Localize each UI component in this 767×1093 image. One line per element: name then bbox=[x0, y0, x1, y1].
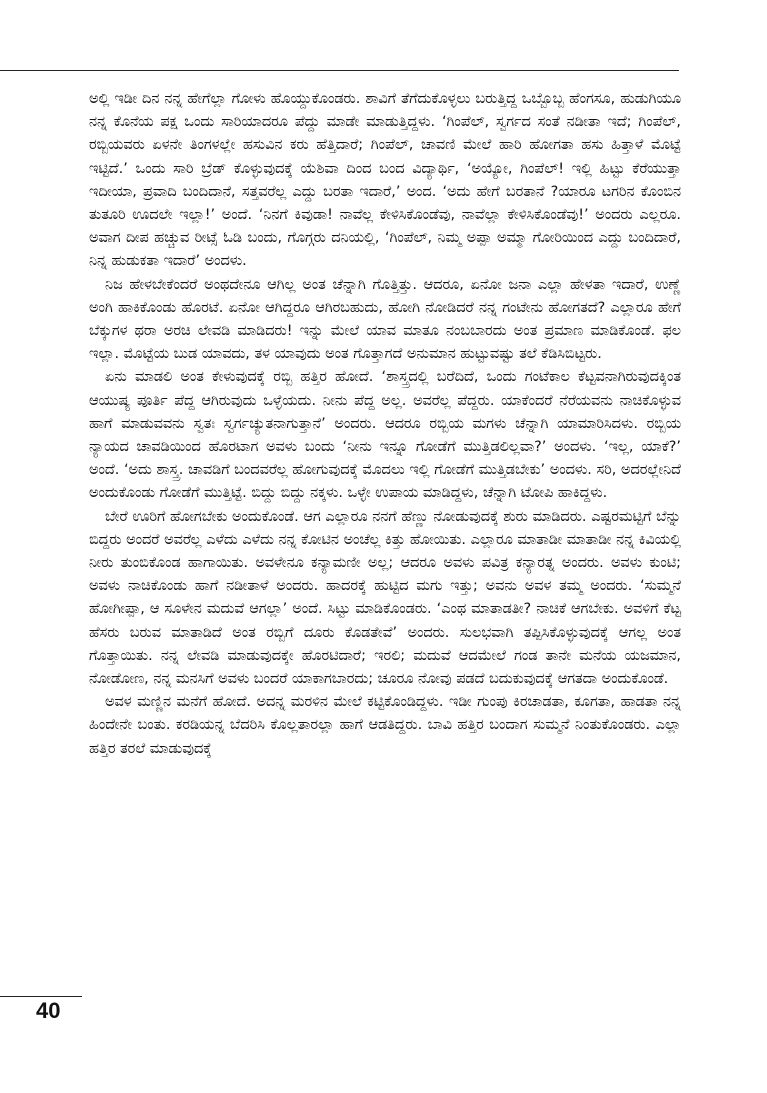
paragraph-5: ಅವಳ ಮಣ್ಣಿನ ಮನೆಗೆ ಹೋದೆ. ಅದನ್ನ ಮರಳಿನ ಮೇಲೆ ಕಟ್ಟಿಕೊಂಡಿದ್ದಳು. ಇಡೀ ಗುಂಪು ಕಿರಚಾಡತಾ, ಕೂಗತಾ, ಹಾಡತಾ ನನ್ನ ಹಿಂದೇನೇ ಬಂತು. ಕರಡಿಯನ್ನ ಬೆದರಿಸಿ ಕೊಲ್ಲತಾರಲ್ಲಾ ಹಾಗೆ ಆಡತಿದ್ದರು. ಬಾವಿ ಹತ್ತಿರ ಬಂದಾಗ ಸುಮ್ಮನೆ ನಿಂತುಕೊಂಡರು. ಎಲ್ಲಾ ಹತ್ತಿರ ತರಲೆ ಮಾಡುವುದಕ್ಕೆ bbox=[89, 694, 681, 757]
page-body-text bbox=[89, 88, 681, 761]
paragraph-2: ನಿಜ ಹೇಳಬೇಕೆಂದರೆ ಅಂಥದೇನೂ ಆಗಿಲ್ಲ ಅಂತ ಚೆನ್ನಾಗಿ ಗೊತ್ತಿತ್ತು. ಆದರೂ, ಏನೋ ಜನಾ ಎಲ್ಲಾ ಹೇಳತಾ ಇದಾರೆ, ಉಣ್ಣೆ ಅಂಗಿ ಹಾಕಿಕೊಂಡು ಹೊರಟೆ. ಏನೋ ಆಗಿದ್ದರೂ ಆಗಿರಬಹುದು, ಹೋಗಿ ನೋಡಿದರೆ ನನ್ನ ಗಂಟೇನು ಹೋಗತದೆ? ಎಲ್ಲಾರೂ ಹೇಗೆ ಬೆಕ್ಕುಗಳ ಥರಾ ಅರಚಿ ಲೇವಡಿ ಮಾಡಿದರು! ಇನ್ನು ಮೇಲೆ ಯಾವ ಮಾತೂ ನಂಬಬಾರದು ಅಂತ ಪ್ರಮಾಣ ಮಾಡಿಕೊಂಡೆ. ಫಲ ಇಲ್ಲಾ. ಮೊಟ್ಟೆಯ ಬುಡ ಯಾವದು, ತಳ ಯಾವುದು ಅಂತ ಗೊತ್ತಾಗದೆ ಅನುಮಾನ ಹುಟ್ಟುವಷ್ಟು ತಲೆ ಕೆಡಿಸಿಬಿಟ್ಟರು. bbox=[89, 276, 681, 363]
paragraph-3: ಏನು ಮಾಡಲಿ ಅಂತ ಕೇಳುವುದಕ್ಕೆ ರಬ್ಬಿ ಹತ್ತಿರ ಹೋದೆ. ‘ಶಾಸ್ತ್ರದಲ್ಲಿ ಬರೆದಿದೆ, ಒಂದು ಗಂಟೆಕಾಲ ಕೆಟ್ಟವನಾಗಿರುವುದಕ್ಕಿಂತ ಆಯುಷ್ಯ ಪೂರ್ತಿ ಪೆದ್ದ ಆಗಿರುವುದು ಒಳ್ಳೆಯದು. ನೀನು ಪೆದ್ದ ಅಲ್ಲ. ಅವರೆಲ್ಲ ಪೆದ್ದರು. ಯಾಕೆಂದರೆ ನೆರೆಯವನು ನಾಚಿಕೊಳ್ಳುವ ಹಾಗೆ ಮಾಡುವವನು ಸ್ವತಃ ಸ್ವರ್ಗಚ್ಯುತನಾಗುತ್ತಾನೆ’ ಅಂದರು. ಆದರೂ ರಬ್ಬಿಯ ಮಗಳು ಚೆನ್ನಾಗಿ ಯಾಮಾರಿಸಿದಳು. ರಬ್ಬಿಯ ನ್ಯಾಯದ ಚಾವಡಿಯಿಂದ ಹೊರಟಾಗ ಅವಳು ಬಂದು ‘ನೀನು ಇನ್ನೂ ಗೋಡೆಗೆ ಮುತ್ತಿಡಲಿಲ್ಲವಾ?’ ಅಂದಳು. ‘ಇಲ್ಲ, ಯಾಕೆ?’ ಅಂದೆ. ‘ಅದು ಶಾಸ್ತ್ರ. ಚಾವಡಿಗೆ ಬಂದವರೆಲ್ಲ ಹೋಗುವುದಕ್ಕೆ ಮೊದಲು ಇಲ್ಲಿ ಗೋಡೆಗೆ ಮುತ್ತಿಡಬೇಕು’ ಅಂದಳು. ಸರಿ, ಅದರಲ್ಲೇನಿದೆ ಅಂದುಕೊಂಡು ಗೋಡೆಗೆ ಮುತ್ತಿಟ್ಟೆ. ಬಿದ್ದು ಬಿದ್ದು ನಕ್ಕಳು. ಒಳ್ಳೇ ಉಪಾಯ ಮಾಡಿದ್ದಳು, ಚೆನ್ನಾಗಿ ಟೋಪಿ ಹಾಕಿದ್ದಳು. bbox=[89, 369, 681, 502]
paragraph-1: ಅಲ್ಲಿ ಇಡೀ ದಿನ ನನ್ನ ಹೇಗೆಲ್ಲಾ ಗೋಳು ಹೊಯ್ದುಕೊಂಡರು. ಶಾವಿಗೆ ತೆಗೆದುಕೊಳ್ಳಲು ಬರುತ್ತಿದ್ದ ಒಬ್ಬೊಬ್ಬ ಹೆಂಗಸೂ, ಹುಡುಗಿಯೂ ನನ್ನ ಕೊನೆಯ ಪಕ್ಷ ಒಂದು ಸಾರಿಯಾದರೂ ಪೆದ್ದು ಮಾಡೇ ಮಾಡುತ್ತಿದ್ದಳು. ‘ಗಿಂಪೆಲ್, ಸ್ವರ್ಗದ ಸಂತೆ ನಡೀತಾ ಇದೆ; ಗಿಂಪೆಲ್, ರಬ್ಬಿಯವರು ಏಳನೇ ತಿಂಗಳಲ್ಲೇ ಹಸುವಿನ ಕರು ಹೆತ್ತಿದಾರೆ; ಗಿಂಪೆಲ್, ಚಾವಣಿ ಮೇಲೆ ಹಾರಿ ಹೋಗತಾ ಹಸು ಹಿತ್ತಾಳೆ ಮೊಟ್ಟೆ ಇಟ್ಟಿದೆ.’ ಒಂದು ಸಾರಿ ಬ್ರೆಡ್ ಕೊಳ್ಳುವುದಕ್ಕೆ ಯೆಶಿವಾ ದಿಂದ ಬಂದ ವಿದ್ಯಾರ್ಥಿ, ‘ಅಯ್ಯೋ, ಗಿಂಪೆಲ್! ಇಲ್ಲಿ ಹಿಟ್ಟು ಕೆರೆಯುತ್ತಾ ಇದೀಯಾ, ಪ್ರವಾದಿ ಬಂದಿದಾನೆ, ಸತ್ತವರೆಲ್ಲ ಎದ್ದು ಬರತಾ ಇದಾರೆ,’ ಅಂದ. ‘ಅದು ಹೇಗೆ ಬರತಾನೆ ?ಯಾರೂ ಟಗರಿನ ಕೊಂಬಿನ ತುತೂರಿ ಊದಲೇ ಇಲ್ಲಾ!’ ಅಂದೆ. ‘ನಿನಗೆ ಕಿವುಡಾ! ನಾವೆಲ್ಲ ಕೇಳಿಸಿಕೊಂಡೆವು, ನಾವೆಲ್ಲಾ ಕೇಳಿಸಿಕೊಂಡೆವು!’ ಅಂದರು ಎಲ್ಲರೂ. ಅವಾಗ ದೀಪ ಹಚ್ಚುವ ರೀಟ್ಸೆ ಓಡಿ ಬಂದು, ಗೊಗ್ಗರು ದನಿಯಲ್ಲಿ, ‘ಗಿಂಪೆಲ್, ನಿಮ್ಮ ಅಪ್ಪಾ ಅಮ್ಮಾ ಗೋರಿಯಿಂದ ಎದ್ದು ಬಂದಿದಾರೆ, ನಿನ್ನ ಹುಡುಕತಾ ಇದಾರೆ’ ಅಂದಳು. bbox=[89, 91, 681, 270]
page-number: 40 bbox=[36, 998, 61, 1023]
footer-rule bbox=[0, 996, 82, 997]
header-rule bbox=[0, 70, 679, 71]
paragraph-4: ಬೇರೆ ಊರಿಗೆ ಹೋಗಬೇಕು ಅಂದುಕೊಂಡೆ. ಆಗ ಎಲ್ಲಾರೂ ನನಗೆ ಹೆಣ್ಣು ನೋಡುವುದಕ್ಕೆ ಶುರು ಮಾಡಿದರು. ಎಷ್ಟರಮಟ್ಟಿಗೆ ಬೆನ್ನು ಬಿದ್ದರು ಅಂದರೆ ಅವರೆಲ್ಲ ಎಳೆದು ಎಳೆದು ನನ್ನ ಕೋಟಿನ ಅಂಚೆಲ್ಲ ಕಿತ್ತು ಹೋಯಿತು. ಎಲ್ಲಾರೂ ಮಾತಾಡೀ ಮಾತಾಡೀ ನನ್ನ ಕಿವಿಯಲ್ಲಿ ನೀರು ತುಂಬಿಕೊಂಡ ಹಾಗಾಯಿತು. ಅವಳೇನೂ ಕನ್ಯಾಮಣೀ ಅಲ್ಲ; ಆದರೂ ಅವಳು ಪವಿತ್ರ ಕನ್ಯಾರತ್ನ ಅಂದರು. ಅವಳು ಕುಂಟಿ; ಅವಳು ನಾಚಿಕೊಂಡು ಹಾಗೆ ನಡೀತಾಳೆ ಅಂದರು. ಹಾದರಕ್ಕೆ ಹುಟ್ಟಿದ ಮಗು ಇತ್ತು; ಅವನು ಅವಳ ತಮ್ಮ ಅಂದರು. ‘ಸುಮ್ಮನೆ ಹೋಗೀಪ್ಪಾ, ಆ ಸೂಳೇನ ಮದುವೆ ಆಗಲ್ಲಾ’ ಅಂದೆ. ಸಿಟ್ಟು ಮಾಡಿಕೊಂಡರು. ‘ಎಂಥ ಮಾತಾಡತೀ? ನಾಚಿಕೆ ಆಗಬೇಕು. ಅವಳಿಗೆ ಕೆಟ್ಟ ಹೆಸರು ಬರುವ ಮಾತಾಡಿದೆ ಅಂತ ರಬ್ಬಿಗೆ ದೂರು ಕೊಡತೇವೆ’ ಅಂದರು. ಸುಲಭವಾಗಿ ತಪ್ಪಿಸಿಕೊಳ್ಳುವುದಕ್ಕೆ ಆಗಲ್ಲ ಅಂತ ಗೊತ್ತಾಯಿತು. ನನ್ನ ಲೇವಡಿ ಮಾಡುವುದಕ್ಕೇ ಹೊರಟಿದಾರೆ; ಇರಲಿ; ಮದುವೆ ಆದಮೇಲೆ ಗಂಡ ತಾನೇ ಮನೆಯ ಯಜಮಾನ, ನೋಡೋಣ, ನನ್ನ ಮನಸಿಗೆ ಅವಳು ಬಂದರೆ ಯಾಕಾಗಬಾರದು; ಚೂರೂ ನೋವು ಪಡದೆ ಬದುಕುವುದಕ್ಕೆ ಆಗತದಾ ಅಂದುಕೊಂಡೆ. bbox=[89, 508, 681, 688]
